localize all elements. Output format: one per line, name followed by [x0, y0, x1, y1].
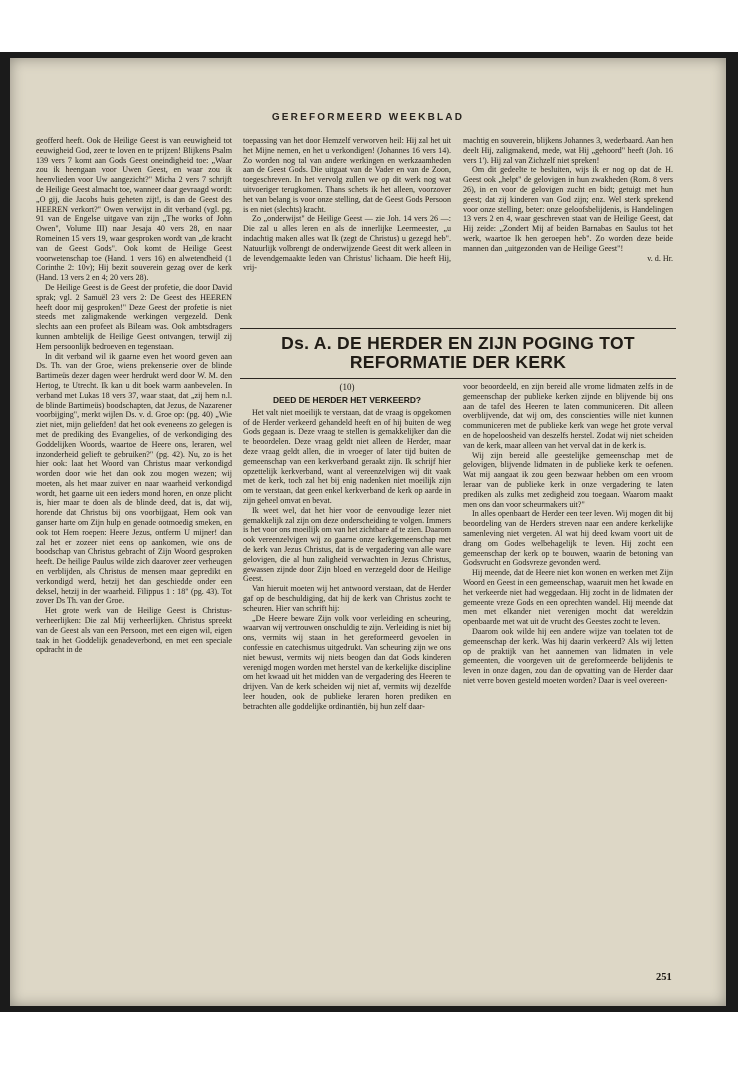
- page: [10, 58, 726, 1006]
- paragraph: machtig en souverein, blijkens Johannes 3, wederbaard. Aan hen deelt Hij, zaligmakend, mede, wat Hij „gehoord" heeft (Joh. 16 vers 1'). Hij zal van Zichzelf niet spreken!: [463, 136, 673, 165]
- paragraph: De Heilige Geest is de Geest der profetie, die door David sprak; vgl. 2 Samuël 23 vers 2: De Geest des HEEREN heeft door mij gesproken!" Deze Geest der profetie is niet steeds met zaligmakende werkingen vergezeld. Denk slechts aan een profeet als Bileam was. Ook ambtsdragers kunnen ambtelijk de Heilige Geest ontvangen, terwijl zij Hem persoonlijk bedroeven en tegenstaan.: [36, 282, 232, 351]
- article-column-1: [243, 382, 451, 1002]
- paragraph: Het valt niet moeilijk te verstaan, dat de vraag is opgekomen of de Herder verkeerd gehandeld heeft en of hij buiten de weg Gods gegaan is. Deze vraag te stellen is gemakkelijker dan die te beoordelen. Deze vraag geldt niet alleen de Herder, maar deze vraag geldt allen, die in vroeger of later tijd buiten de gemeenschap van een kerkverband geraakt zijn. Ik schrijf hier opzettelijk kerkverband, want al vereenzelvigen wij dit vaak met de kerk, toch zal het bij enig nadenken niet moeilijk zijn om te verstaan, dat geen enkel kerkverband de kerk op aarde in zijn geheel omvat en bevat.: [243, 407, 451, 505]
- running-title: GEREFORMEERD WEEKBLAD: [271, 112, 465, 123]
- paragraph: „De Heere beware Zijn volk voor verleiding en scheuring, waarvan wij vertrouwen onschuldig te zijn. Verleiding is niet bij ons, vermits wij staan in het gereformeerd gevoelen in confessie en catechismus uitgedrukt. Van scheuring zijn we ons niet bewust, vermits wij niets beogen dan dat Gods kinderen verenigd mogen worden met herstel van de kerkelijke discipline om het kwaad uit het midden van de vergadering des Heeren te drijven. Van de kerk scheiden wij niet af, vermits wij dezelfde leer houden, ook de publieke leraren horen prediken en betrachten alle goddelijke ordinantiën, bij hun zelf daar-: [243, 613, 451, 711]
- paragraph: Wij zijn bereid alle geestelijke gemeenschap met de gelovigen, blijvende lidmaten in de publieke kerk te oefenen. Wat mij aangaat ik zou geen bezwaar hebben om een vroom leraar van de publieke kerk in onze vergadering te laten prediken als zulks met zedigheid zou toegaan. Waarom maakt men ons dan voor scheurmakers uit?": [463, 450, 673, 509]
- article-title: Ds. A. DE HERDER EN ZIJN POGING TOT REFORMATIE DER KERK: [281, 333, 635, 372]
- article-subheading: DEED DE HERDER HET VERKEERD?: [273, 394, 421, 405]
- paragraph: Hij meende, dat de Heere niet kon wonen en werken met Zijn Woord en Geest in een gemeenschap, waaruit men het kwade en het verkeerde niet had weggedaan. Hij zocht in de lidmaten der gemeente vreze Gods en een oprechten wandel. Hij meende dat men met elkander niet verenigen mocht dat wereldzin openbaarde met wat uit de vrucht des Geestes zocht te leven.: [463, 568, 673, 627]
- paragraph: Om dit gedeelte te besluiten, wijs ik er nog op dat de H. Geest ook „helpt" de gelovigen in hun zwakheden (Rom. 8 vers 26), in en voor de gelovigen zucht en bidt; getuigt met hun geest; dat zij kinderen van God zijn; enz. Wel sterk sprekend voor onze stelling, beter: onze geloofsbelijdenis, is Handelingen 13 vers 2 en 4, waar geschreven staat van de Heilige Geest, dat Hij zeide: „Zondert Mij af beiden Barnabas en Saulus tot het werk, waartoe Ik hen geroepen heb". Zo worden deze beide mannen dan „uitgezonden van de Heilige Geest"!: [463, 165, 673, 253]
- paragraph: Zo „onderwijst" de Heilige Geest — zie Joh. 14 vers 26 —: Die zal u alles leren en als de innerlijke Leermeester, „u indachtig maken alles wat Ik (zegt de Christus) u gezegd heb". Natuurlijk volbrengt de onderwijzende Geest dit werk alleen in de levendgemaakte leden van Christus' lichaam. Die heeft Hij, vrij-: [243, 214, 451, 273]
- title-rule-bottom: [240, 378, 676, 379]
- title-rule-top: [240, 328, 676, 329]
- signature: v. d. Hr.: [647, 253, 673, 263]
- paragraph: Het grote werk van de Heilige Geest is Christus-verheerlijken: Die zal Mij verheerlijken. Christus spreekt van de Geest als van een Persoon, met een eigen wil, eigen taak in het Goddelijk genadeverbond, en met een speciale opdracht in de: [36, 606, 232, 655]
- paragraph: In dit verband wil ik gaarne even het woord geven aan Ds. Th. van der Groe, wiens prekenserie over de blinde Bartimeüs dezer dagen weer herdrukt werd door W. M. den Hertog, te Utrecht. Ik kan u dit boek warm aanbevelen. In verband met Lukas 18 vers 37, waar staat, dat „zij hem n.l. de blinde Bartimeüs) boodschapten, dat Jezus, de Nazarener voorbijging", merkt wijlen Ds. v. d. Groe op: (pg. 40) „Wie ziet niet, mijn geliefden! dat het ook eveneens zo gelegen is met de prediking des Evangelies, of de verkondiging des Goddelijken Woords, waartoe de Heere ons, leraren, wel inzonderheid gelieft te gebruiken?" (pg. 42). Nu, zo is het hier ook: laat het Woord van Christus maar verkondigd worden door wie het dan ook zou mogen wezen; wij moeten, als het maar zuiver en naar waarheid verkondigd wordt, het gaarne uit een ieders mond horen, en onze plicht is, hier maar te doen als de blinde deed, dat is, dat wij, horende dat Christus bij ons voorbijgaat, Hem ook van ganser harte om Zijn hulp en genade ootmoedig smeken, en ook tot Hem roepen: Heere Jezus, ontferm U mijner! dan zal het er zozeer niet eens op aankomen, wie ons de boodschap van Christus gebracht of Zijn Woord gesproken heeft. De heilige Paulus wilde zich daarover zeer verheugen en verblijden, als Christus de mensen maar gepredikt en verkondigd werd, hetzij het dan geschiedde onder een deksel, hetzij in der waarheid. Filippus 1 : 18" (pg. 43). Tot zover Ds Th. van der Groe.: [36, 351, 232, 606]
- part-number: (10): [339, 382, 355, 392]
- column-1: [36, 136, 232, 996]
- article-column-2: [463, 382, 673, 1002]
- paragraph: toepassing van het door Hemzelf verworven heil: Hij zal het uit het Mijne nemen, en het u verkondigen! (Johannes 16 vers 14). Zo worden nog tal van andere werkingen en werkzaamheden aan de Geest Gods. Die uitgaat van de Vader en van de Zoon, toegeschreven. In het vervolg zullen we op dit werk nog wat uitvoeriger terugkomen. Thans schets ik het alleen, voorzover het van belang is voor onze stelling, dat de Geest Gods Persoon is en niet (slechts) kracht.: [243, 136, 451, 214]
- paragraph: In alles openbaart de Herder een teer leven. Wij mogen dit bij beoordeling van de Herders streven naar een andere kerkelijke samenleving niet vergeten. Al wat hij deed kwam voort uit de drang om Godes welbehagelijk te leven. Hij zocht een gemeenschap der kerk op te bouwen, waarin de betoning van Godsvrucht en Godsvreze gevonden werd.: [463, 509, 673, 568]
- column-3: [463, 136, 673, 322]
- paragraph: Van hieruit moeten wij het antwoord verstaan, dat de Herder gaf op de beschuldiging, dat hij de kerk van Christus zocht te scheuren. Hier van schrift hij:: [243, 584, 451, 613]
- column-2: [243, 136, 451, 322]
- page-number: 251: [656, 972, 672, 983]
- paragraph: geofferd heeft. Ook de Heilige Geest is van eeuwigheid tot eeuwigheid God, zeer te loven en te prijzen! Blijkens Psalm 139 vers 7 komt aan Gods Geest oneindigheid toe: „Waar zou ik heengaan voor Uwen Geest, en waar zou ik heenvlieden voor Uw aangezicht?" Micha 2 vers 7 schrijft de Heilige Geest almacht toe, wanneer daar gevraagd wordt: „O gij, die Jacobs huis geheten zijt!, is dan de Geest des HEEREN verkort?" Owen verwijst in dit verband (vgl. pg. 91 van de Engelse uitgave van zijn „The works of John Owen", Volume III) naar Jesaja 40 vers 28, en naar Romeinen 15 vers 19, waar gesproken wordt van „de kracht van de Geest Gods". Ook komt de Heilige Geest voorwetenschap toe (Hand. 1 vers 16) en alwetendheid (1 Corinthe 2: 10v); Hij bezit souverein gezag over de kerk (Hand. 13 vers 2 en 4; 20 vers 28).: [36, 136, 232, 283]
- paragraph: voor beoordeeld, en zijn bereid alle vrome lidmaten zelfs in de gemeenschap der publieke kerken zijnde en blijvende bij ons aan de tafel des Heeren te laten communiceren. Dit alleen overblijvende, dat wij om, des conscienties wille niet kunnen communiceren met de publieke kerk van wege het grote verval en de hopeloosheid van deszelfs herstel. Zodat wij niet scheiden van de kerk, maar alleen van het verval dat in de kerk is.: [463, 382, 673, 450]
- paragraph: Daarom ook wilde hij een andere wijze van toelaten tot de gemeenschap der kerk. Was hij daarin verkeerd? Als wij letten op de praktijk van het aannemen van lidmaten in vele gemeenten, die voorgeven uit de gereformeerde belijdenis te leven in onze dagen, zou dan de opvatting van de Herder daar niet verre boven gesteld moeten worden? Daar is veel overeen-: [463, 626, 673, 685]
- paragraph: Ik weet wel, dat het hier voor de eenvoudige lezer niet gemakkelijk zal zijn om deze onderscheiding te volgen. Immers is het voor ons moeilijk om van het zichtbare af te zien. Daarom ook vereenzelvigen wij zo gaarne onze kerkgemeenschap met de kerk van Jezus Christus, dat is de vergadering van alle ware gelovigen, die al hun zaligheid verwachten in Jezus Christus, gewassen zijnde door Zijn bloed en verzegeld door de Heilige Geest.: [243, 505, 451, 584]
